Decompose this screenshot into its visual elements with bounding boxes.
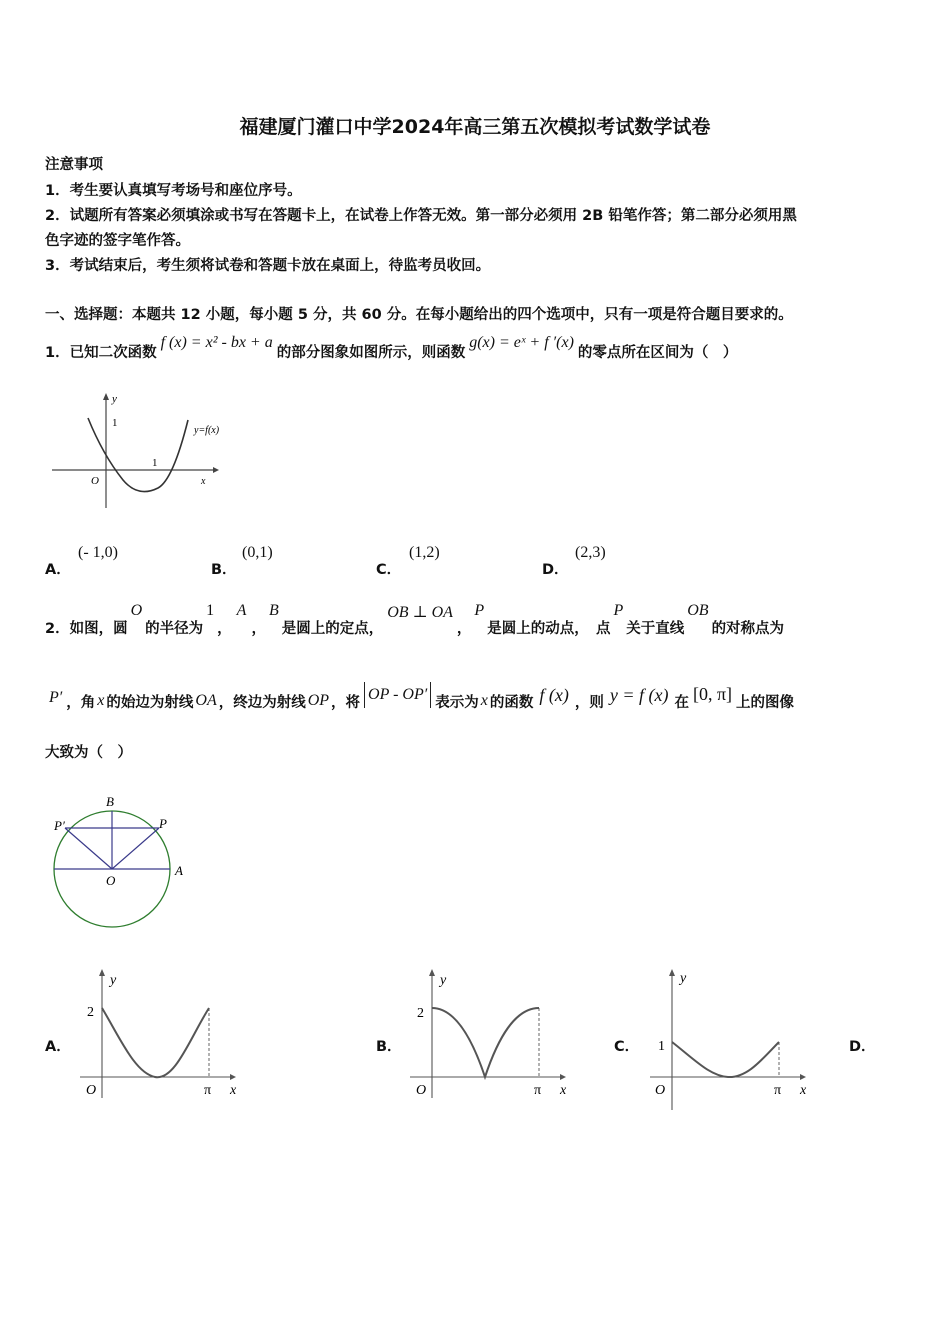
q2-point-a: A: [236, 602, 247, 619]
q2-label-p: P: [159, 816, 167, 831]
q1-parabola-figure: [48, 390, 228, 515]
q2-l2-text-8: 在: [674, 695, 689, 711]
option-c-x-label: x: [800, 1083, 807, 1098]
q1-x-axis-arrow-icon: [213, 467, 219, 473]
q2-point-p-prime: P′: [49, 689, 63, 706]
q2-l2-text-3: ，终边为射线: [218, 695, 306, 711]
q1-parabola-curve: [88, 418, 188, 492]
option-b-x-arrow-icon: [560, 1074, 566, 1080]
q2-option-b-label[interactable]: B．: [376, 1039, 402, 1055]
question-2-stem-line-3: 大致为（ ）: [45, 745, 132, 761]
q2-l2-text-6: 的函数: [489, 695, 534, 711]
option-c-tick: 1: [658, 1039, 665, 1054]
q1-x-tick: 1: [152, 457, 158, 469]
notice-item-3: 3．考试结束后，考生须将试卷和答题卡放在桌面上，待监考员收回。: [45, 258, 491, 274]
q2-label-b: B: [106, 794, 114, 809]
notice-heading: 注意事项: [45, 157, 103, 173]
q1-option-c-value[interactable]: (1,2): [409, 544, 440, 561]
q1-y-label: y: [112, 393, 117, 405]
q2-interval: [0, π]: [692, 684, 733, 704]
option-a-curve: [102, 1008, 209, 1077]
q2-segment-op-prime: [65, 828, 112, 869]
q1-prefix: 1．已知二次函数: [45, 345, 157, 361]
q1-mid: 的部分图象如图所示，则函数: [276, 345, 466, 361]
q2-point-p-2: P: [613, 602, 624, 619]
q2-l1-text-5: 是圆上的定点，: [281, 621, 384, 637]
q2-l1-text-6: ，: [456, 621, 472, 637]
q1-suffix: 的零点所在区间为（ ）: [577, 345, 738, 361]
q2-l2-text-2: 的始边为射线: [106, 695, 194, 711]
q1-y-tick: 1: [112, 417, 118, 429]
q1-option-d-value[interactable]: (2,3): [575, 544, 606, 561]
option-b-y-label: y: [440, 973, 447, 988]
q2-l2-text-7: ，则: [574, 695, 604, 711]
option-a-pi: π: [204, 1083, 212, 1098]
option-b-tick: 2: [417, 1006, 424, 1021]
q2-abs-expression: OP - OP′: [364, 682, 431, 708]
q1-origin: O: [91, 475, 99, 487]
option-b-origin: O: [416, 1083, 427, 1098]
option-a-x-arrow-icon: [230, 1074, 236, 1080]
q1-option-d-label[interactable]: D．: [542, 562, 569, 578]
notice-item-2-cont: 色字迹的签字笔作答。: [45, 233, 190, 249]
q1-option-b-value[interactable]: (0,1): [242, 544, 273, 561]
q2-radius: 1: [206, 602, 215, 619]
notice-item-2: 2．试题所有答案必须填涂或书写在答题卡上，在试卷上作答无效。第一部分必须用 2B 铅笔作答；第二部分必须用黑: [45, 208, 797, 224]
q2-perpendicular: OB ⊥ OA: [387, 604, 453, 621]
q2-angle-x: x: [97, 692, 105, 709]
q1-option-b-label[interactable]: B．: [211, 562, 237, 578]
option-b-pi: π: [534, 1083, 542, 1098]
q1-option-a-value[interactable]: (- 1,0): [78, 544, 118, 561]
option-c-curve: [672, 1042, 779, 1077]
q2-circle-o: O: [130, 602, 143, 619]
q2-l1-text-1: 2．如图，圆: [45, 621, 128, 637]
q2-option-b-graph[interactable]: [410, 968, 575, 1103]
q1-g-expression: g(x) = eˣ + f ′(x): [469, 334, 574, 351]
q2-l1-text-2: 的半径为: [145, 621, 204, 637]
q2-l1-text-3: ，: [217, 621, 232, 637]
q2-l1-text-7: 是圆上的动点， 点: [487, 621, 611, 637]
option-c-pi: π: [774, 1083, 782, 1098]
section-heading: 一、选择题：本题共 12 小题，每小题 5 分，共 60 分。在每小题给出的四个选项中，只有一项是符合题目要求的。: [45, 307, 793, 323]
q2-label-p-prime: P′: [54, 818, 65, 833]
option-a-tick: 2: [87, 1005, 94, 1020]
option-c-y-label: y: [680, 971, 687, 986]
q1-curve-label: y=f(x): [194, 425, 220, 436]
q2-label-o: O: [106, 873, 116, 888]
question-2-stem-line-2: [45, 682, 794, 712]
q1-x-label: x: [201, 476, 206, 487]
q2-l1-text-9: 的对称点为: [711, 621, 785, 637]
q2-l2-text-1: ，角: [66, 695, 96, 711]
q2-label-a: A: [175, 863, 183, 878]
question-1-stem: [45, 334, 737, 362]
page-title: 福建厦门灌口中学2024年高三第五次模拟考试数学试卷: [239, 116, 711, 138]
option-b-y-arrow-icon: [429, 969, 435, 976]
option-a-y-label: y: [110, 973, 117, 988]
q2-point-b: B: [268, 602, 279, 619]
q2-y-equals-fx: y = f (x): [609, 685, 669, 705]
q2-l2-text-9: 上的图像: [736, 695, 795, 711]
q1-option-a-label[interactable]: A．: [45, 562, 71, 578]
option-a-origin: O: [86, 1083, 97, 1098]
q2-l1-text-4: ，: [251, 621, 266, 637]
q2-l2-text-4: ，将: [331, 695, 361, 711]
notice-item-1: 1．考生要认真填写考场号和座位序号。: [45, 183, 302, 199]
q2-point-p: P: [474, 602, 485, 619]
q2-variable-x: x: [480, 692, 488, 709]
q2-l2-text-5: 表示为: [435, 695, 479, 711]
q2-segment-op: [112, 828, 159, 869]
q2-ray-op: OP: [307, 692, 330, 709]
q1-option-c-label[interactable]: C．: [376, 562, 402, 578]
q2-circle-figure: [48, 790, 198, 930]
option-c-origin: O: [655, 1083, 666, 1098]
q2-option-c-label[interactable]: C．: [614, 1039, 640, 1055]
q2-function-fx: f (x): [539, 685, 569, 705]
option-b-curve: [432, 1008, 539, 1077]
q2-l1-text-8: 关于直线: [626, 621, 685, 637]
q2-option-a-graph[interactable]: [80, 968, 245, 1103]
option-c-y-arrow-icon: [669, 969, 675, 976]
q2-option-d-label[interactable]: D．: [849, 1039, 876, 1055]
option-a-x-label: x: [230, 1083, 237, 1098]
q2-line-ob: OB: [687, 602, 709, 619]
option-c-x-arrow-icon: [800, 1074, 806, 1080]
option-a-y-arrow-icon: [99, 969, 105, 976]
q1-f-expression: f (x) = x² - bx + a: [160, 334, 273, 351]
q2-option-c-graph[interactable]: [650, 968, 815, 1113]
q1-y-axis-arrow-icon: [103, 393, 109, 400]
q2-ray-oa: OA: [195, 692, 217, 709]
option-b-x-label: x: [560, 1083, 567, 1098]
q2-option-a-label[interactable]: A．: [45, 1039, 71, 1055]
question-2-stem-line-1: [45, 602, 784, 638]
